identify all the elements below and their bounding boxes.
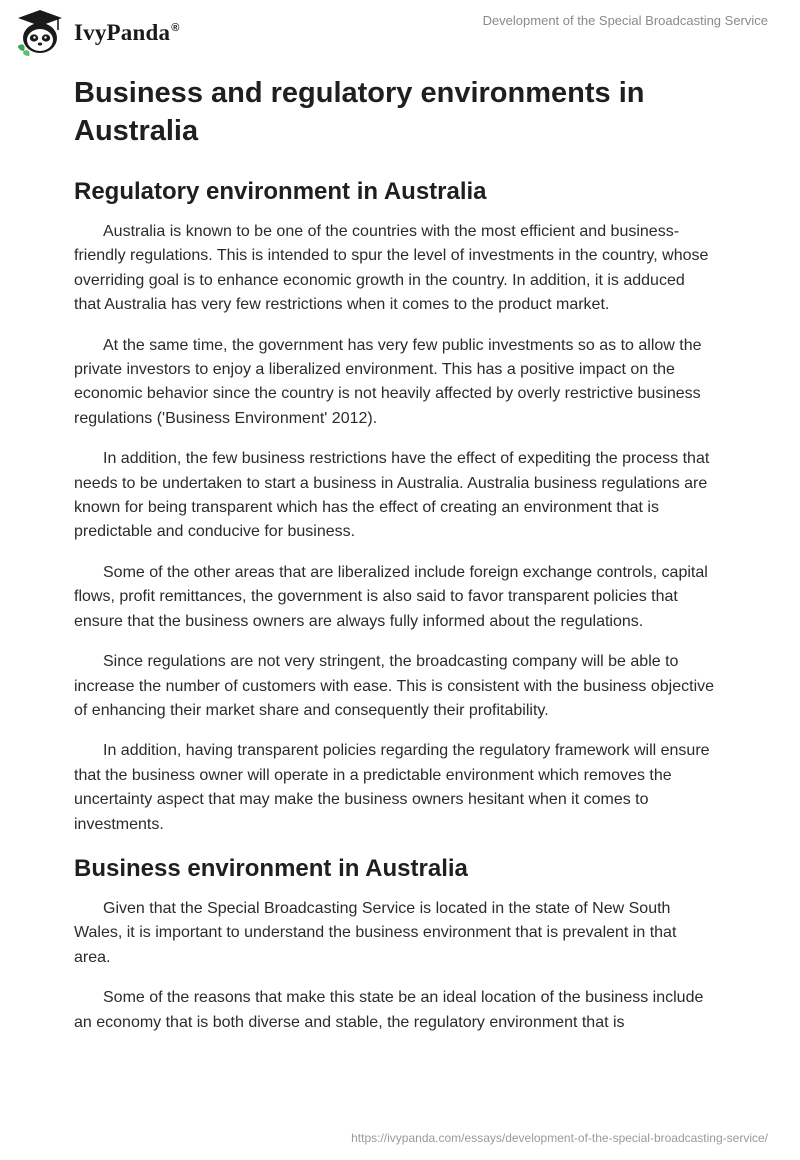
page-header — [0, 0, 800, 70]
article — [74, 74, 714, 1051]
source-url-link[interactable]: https://ivypanda.com/essays/development-of-the-special-broadcasting-service/ — [351, 1131, 768, 1145]
paragraph: In addition, having transparent policies regarding the regulatory framework will ensure that the business owner will operate in a predictable environment which removes the uncertainty aspect that may make the business owners hesitant when it comes to investments. — [74, 742, 710, 833]
paragraph: Some of the reasons that make this state be an ideal location of the business include an economy that is both diverse and stable, the regulatory environment that is — [74, 989, 704, 1031]
paragraph: At the same time, the government has very few public investments so as to allow the private investors to enjoy a liberalized environment. This has a positive impact on the economic behavior since the country is not heavily affected by overly restrictive business regulations ('Business Environment' 2012). — [74, 336, 702, 427]
section-heading: Business environment in Australia — [74, 854, 468, 882]
paragraph: Some of the other areas that are liberalized include foreign exchange controls, capital flows, profit remittances, the government is also said to favor transparent policies that ensure that the business owners are always fully informed about the regulations. — [74, 563, 708, 630]
logo-wordmark: IvyPanda® — [74, 20, 180, 45]
ivypanda-logo[interactable] — [14, 8, 180, 58]
paragraph: Australia is known to be one of the countries with the most efficient and business-friendly regulations. This is intended to spur the level of investments in the country, whose overriding goal is to enhance economic growth in the country. In addition, it is adduced that Australia has very few restrictions when it comes to the product market. — [74, 223, 709, 314]
paragraph: Since regulations are not very stringent, the broadcasting company will be able to increase the number of customers with ease. This is consistent with the business objective of enhancing their market share and consequently their profitability. — [74, 653, 715, 719]
section-heading: Regulatory environment in Australia — [74, 178, 487, 205]
article-title: Business and regulatory environments in Australia — [74, 77, 645, 147]
section-business-environment — [74, 853, 714, 1035]
section-regulatory-environment — [74, 176, 714, 837]
document-title: Development of the Special Broadcasting Service — [482, 13, 768, 28]
paragraph: In addition, the few business restrictions have the effect of expediting the process that needs to be undertaken to start a business in Australia. Australia business regulations are known for being transparent which has the effect of creating an environment that is predictable and conducive for business. — [74, 450, 710, 541]
panda-graduate-icon — [14, 8, 66, 58]
paragraph: Given that the Special Broadcasting Service is located in the state of New South Wales, it is important to understand the business environment that is prevalent in that area. — [74, 899, 677, 966]
